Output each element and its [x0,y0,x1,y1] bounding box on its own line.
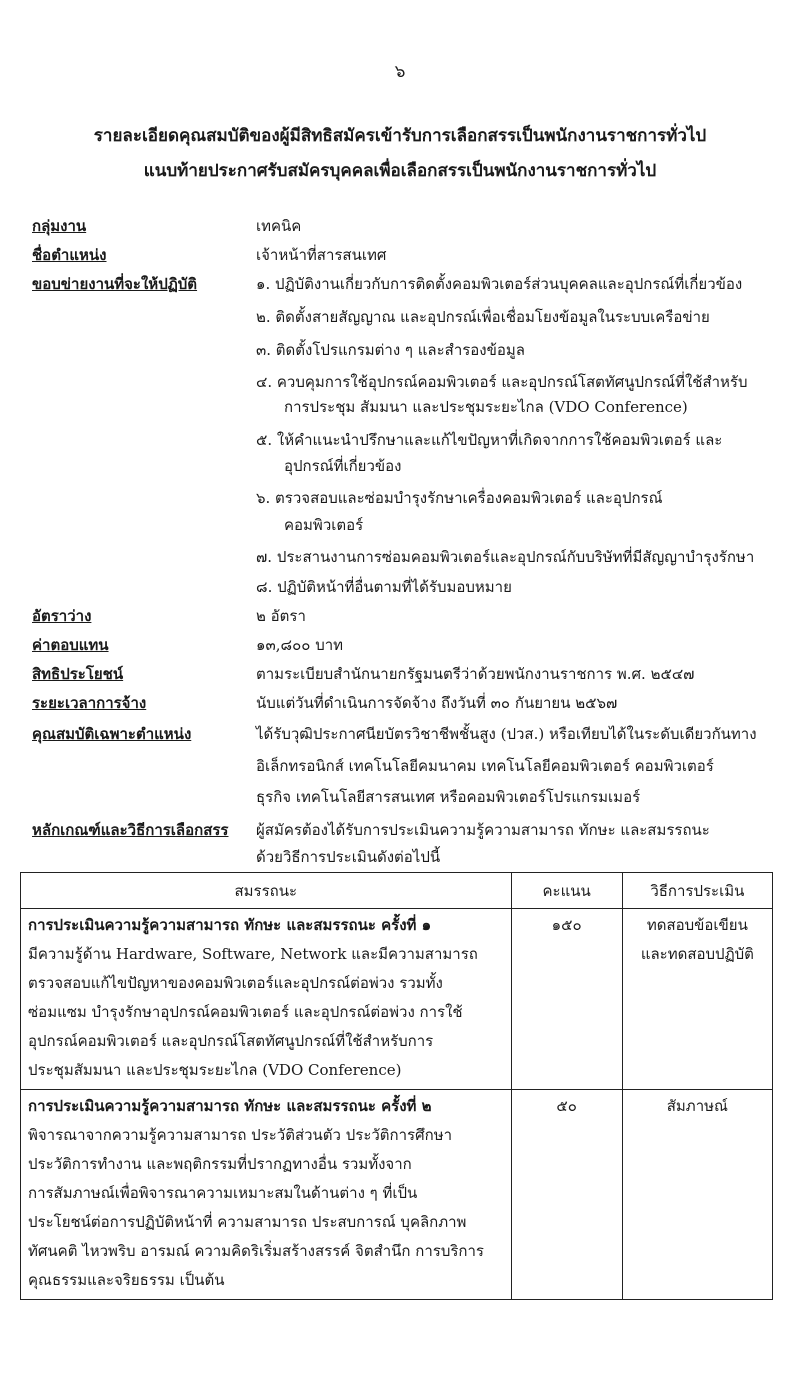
vacancy-label: อัตราว่าง [32,607,92,625]
row-line: ประชุมสัมมนา และประชุมระยะไกล (VDO Conference) [28,1061,402,1079]
qualification-line: ธุรกิจ เทคโนโลยีสารสนเทศ หรือคอมพิวเตอร์โปรแกรมเมอร์ [256,788,641,806]
group-label: กลุ่มงาน [32,217,87,235]
period-label: ระยะเวลาการจ้าง [32,694,147,712]
table-row [21,1090,773,1300]
row-line: มีความรู้ด้าน Hardware, Software, Network และมีความสามารถ [28,945,478,963]
competency-cell [21,1090,512,1300]
qualification-label: คุณสมบัติเฉพาะตำแหน่ง [32,725,192,743]
criteria-line: ผู้สมัครต้องได้รับการประเมินความรู้ความสามารถ ทักษะ และสมรรถนะ [256,821,710,839]
score-cell: ๕๐ [511,1090,622,1300]
duty-line: ๓. ติดตั้งโปรแกรมต่าง ๆ และสำรองข้อมูล [256,341,525,359]
method-line: สัมภาษณ์ [666,1097,728,1115]
row-line: พิจารณาจากความรู้ความสามารถ ประวัติส่วนตัว ประวัติการศึกษา [28,1126,453,1144]
period-value: นับแต่วันที่ดำเนินการจัดจ้าง ถึงวันที่ ๓๐ กันยายน ๒๕๖๗ [256,694,618,712]
duty-line: ๖. ตรวจสอบและซ่อมบำรุงรักษาเครื่องคอมพิวเตอร์ และอุปกรณ์ [256,489,663,507]
document-title-line-1: รายละเอียดคุณสมบัติของผู้มีสิทธิสมัครเข้ารับการเลือกสรรเป็นพนักงานราชการทั่วไป [93,126,707,146]
group-value: เทคนิค [256,217,302,235]
row-title: การประเมินความรู้ความสามารถ ทักษะ และสมรรถนะ ครั้งที่ ๒ [28,1097,432,1115]
row-line: ทัศนคติ ไหวพริบ อารมณ์ ความคิดริเริ่มสร้างสรรค์ จิตสำนึก การบริการ [28,1242,484,1260]
document-title-line-2: แนบท้ายประกาศรับสมัครบุคคลเพื่อเลือกสรรเป็นพนักงานราชการทั่วไป [143,161,657,181]
duty-line: ๒. ติดตั้งสายสัญญาณ และอุปกรณ์เพื่อเชื่อมโยงข้อมูลในระบบเครือข่าย [256,308,710,326]
scope-label: ขอบข่ายงานที่จะให้ปฏิบัติ [32,275,198,293]
criteria-line: ด้วยวิธีการประเมินดังต่อไปนี้ [256,848,441,866]
row-line: ตรวจสอบแก้ไขปัญหาของคอมพิวเตอร์และอุปกรณ์ต่อพ่วง รวมทั้ง [28,974,443,992]
table-row [21,909,773,1090]
benefit-label: สิทธิประโยชน์ [32,665,124,683]
header-score: คะแนน [511,873,622,909]
duty-line: ๑. ปฏิบัติงานเกี่ยวกับการติดตั้งคอมพิวเตอร์ส่วนบุคคลและอุปกรณ์ที่เกี่ยวข้อง [256,275,743,293]
pay-label: ค่าตอบแทน [32,636,109,654]
row-line: ประโยชน์ต่อการปฏิบัติหน้าที่ ความสามารถ ประสบการณ์ บุคลิกภาพ [28,1213,467,1231]
qualification-line: ได้รับวุฒิประกาศนียบัตรวิชาชีพชั้นสูง (ปวส.) หรือเทียบได้ในระดับเดียวกันทาง [256,725,757,743]
duty-line: การประชุม สัมมนา และประชุมระยะไกล (VDO Conference) [284,398,688,416]
score-cell: ๑๕๐ [511,909,622,1090]
page-number: ๖ [394,62,406,82]
duty-line: ๔. ควบคุมการใช้อุปกรณ์คอมพิวเตอร์ และอุปกรณ์โสตทัศนูปกรณ์ที่ใช้สำหรับ [256,373,748,391]
position-label: ชื่อตำแหน่ง [32,246,107,264]
duty-line: คอมพิวเตอร์ [284,516,364,534]
row-title: การประเมินความรู้ความสามารถ ทักษะ และสมรรถนะ ครั้งที่ ๑ [28,916,432,934]
qualification-line: อิเล็กทรอนิกส์ เทคโนโลยีคมนาคม เทคโนโลยีคอมพิวเตอร์ คอมพิวเตอร์ [256,757,714,775]
vacancy-value: ๒ อัตรา [256,607,306,625]
assessment-table [20,872,773,1300]
method-cell [622,1090,772,1300]
position-value: เจ้าหน้าที่สารสนเทศ [256,246,387,264]
table-header-row [21,873,773,909]
duty-line: ๕. ให้คำแนะนำปรึกษาและแก้ไขปัญหาที่เกิดจากการใช้คอมพิวเตอร์ และ [256,431,723,449]
duty-line: อุปกรณ์ที่เกี่ยวข้อง [284,457,402,475]
duty-line: ๘. ปฏิบัติหน้าที่อื่นตามที่ได้รับมอบหมาย [256,578,512,596]
pay-value: ๑๓,๘๐๐ บาท [256,636,344,654]
row-line: การสัมภาษณ์เพื่อพิจารณาความเหมาะสมในด้านต่าง ๆ ที่เป็น [28,1184,418,1202]
row-line: ประวัติการทำงาน และพฤติกรรมที่ปรากฏทางอื่น รวมทั้งจาก [28,1155,412,1173]
method-line: ทดสอบข้อเขียน [646,916,748,934]
row-line: อุปกรณ์คอมพิวเตอร์ และอุปกรณ์โสตทัศนูปกรณ์ที่ใช้สำหรับการ [28,1032,434,1050]
row-line: คุณธรรมและจริยธรรม เป็นต้น [28,1271,225,1289]
competency-cell [21,909,512,1090]
header-competency: สมรรถนะ [21,873,512,909]
benefit-value: ตามระเบียบสำนักนายกรัฐมนตรีว่าด้วยพนักงานราชการ พ.ศ. ๒๕๔๗ [256,665,695,683]
row-line: ซ่อมแซม บำรุงรักษาอุปกรณ์คอมพิวเตอร์ และอุปกรณ์ต่อพ่วง การใช้ [28,1003,463,1021]
duty-line: ๗. ประสานงานการซ่อมคอมพิวเตอร์และอุปกรณ์กับบริษัทที่มีสัญญาบำรุงรักษา [256,548,755,566]
header-method: วิธีการประเมิน [622,873,772,909]
criteria-label: หลักเกณฑ์และวิธีการเลือกสรร [32,821,229,839]
method-line: และทดสอบปฏิบัติ [640,945,754,963]
method-cell [622,909,772,1090]
